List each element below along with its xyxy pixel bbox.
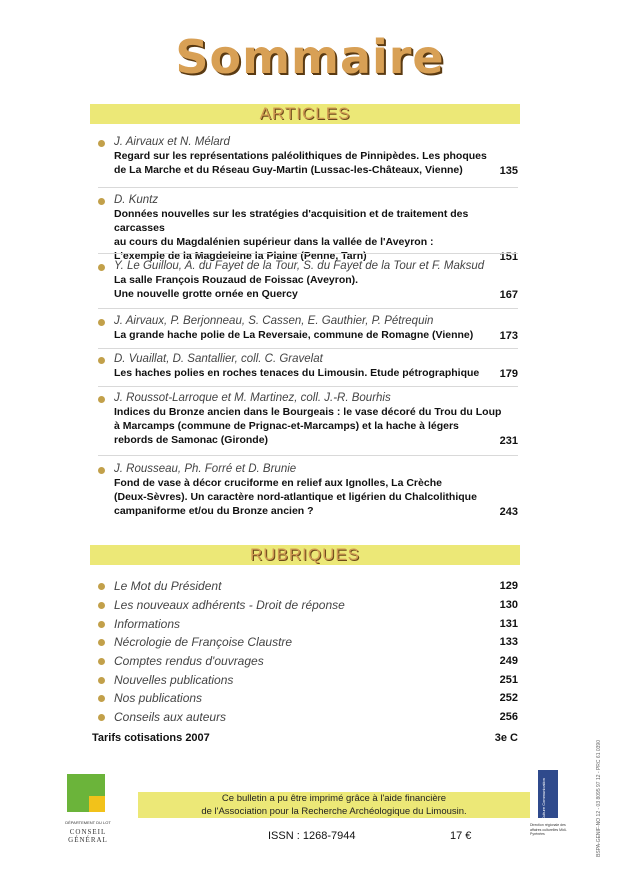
bullet-icon	[98, 140, 105, 147]
bullet-icon	[98, 639, 105, 646]
rubrique-page: 131	[499, 618, 518, 630]
rubrique-item	[98, 690, 518, 706]
bullet-icon	[98, 714, 105, 721]
bullet-icon	[98, 583, 105, 590]
rubrique-item	[98, 634, 518, 650]
rubrique-page: 129	[499, 580, 518, 592]
bullet-icon	[98, 677, 105, 684]
rubrique-item	[98, 653, 518, 669]
conseil-general-label	[60, 828, 116, 844]
article-page: 173	[499, 330, 518, 342]
article-page: 135	[499, 165, 518, 177]
article-entry	[98, 462, 518, 518]
article-authors: D. Vuaillat, D. Santallier, coll. C. Gravelat	[114, 353, 323, 365]
rubrique-item	[98, 616, 518, 632]
article-entry	[98, 135, 518, 177]
conseil-label: CONSEIL	[69, 828, 107, 836]
article-entry	[98, 314, 518, 342]
culture-logo-caption: Direction régionale des affaires culturelles Midi-Pyrénées	[530, 823, 567, 836]
bullet-icon	[98, 695, 105, 702]
rubrique-label: Comptes rendus d'ouvrages	[114, 654, 264, 668]
separator	[98, 455, 518, 456]
rubrique-page: 252	[499, 692, 518, 704]
separator	[98, 348, 518, 349]
bullet-icon	[98, 602, 105, 609]
article-authors: J. Roussot-Larroque et M. Martinez, coll. J.-R. Bourhis	[114, 392, 391, 404]
article-title: La salle François Rouzaud de Foissac (Aveyron). Une nouvelle grotte ornée en Quercy	[114, 274, 359, 300]
page-title: Sommaire	[175, 30, 445, 84]
general-label: GÉNÉRAL	[68, 836, 108, 844]
culture-logo-label: Culture Communication	[541, 778, 546, 820]
funding-line-1: Ce bulletin a pu être imprimé grâce à l'aide financière	[221, 793, 447, 804]
article-page: 243	[499, 506, 518, 518]
rubrique-label: Informations	[114, 617, 181, 631]
article-authors: D. Kuntz	[114, 194, 159, 206]
price: 17 €	[450, 830, 472, 842]
rubrique-item	[98, 578, 518, 594]
article-authors: J. Airvaux et N. Mélard	[114, 136, 230, 148]
article-title: Fond de vase à décor cruciforme en relief aux Ignolles, La Crèche (Deux-Sèvres). Un caractère nord-atlantique et ligérien du Chalcolithique campaniforme et/ou du Bronze ancien ?	[114, 477, 477, 517]
separator	[98, 187, 518, 188]
side-code: BSPA-GENIF-NO 12 - 03 8095 97 12 - PRC 61 0390	[596, 740, 602, 857]
bullet-icon	[98, 264, 105, 271]
rubriques-heading: RUBRIQUES	[90, 545, 520, 565]
issn: ISSN : 1268-7944	[268, 830, 356, 842]
article-title: Les haches polies en roches tenaces du Limousin. Etude pétrographique	[114, 367, 480, 379]
rubrique-page: 133	[499, 636, 518, 648]
rubrique-item	[98, 672, 518, 688]
bullet-icon	[98, 198, 105, 205]
article-page: 231	[499, 435, 518, 447]
rubrique-page: 130	[499, 599, 518, 611]
rubrique-label: Nos publications	[114, 691, 203, 705]
article-page: 179	[499, 368, 518, 380]
bullet-icon	[98, 396, 105, 403]
article-title: Indices du Bronze ancien dans le Bourgeais : le vase décoré du Trou du Loup à Marcamps (commune de Prignac-et-Marcamps) et la hache à légers rebords de Samonac (Gironde)	[114, 406, 502, 446]
article-entry	[98, 259, 518, 301]
lot-logo-icon	[67, 774, 105, 812]
article-entry	[98, 391, 518, 447]
tarifs-label: Tarifs cotisations 2007	[92, 732, 210, 744]
article-title: La grande hache polie de La Reversaie, commune de Romagne (Vienne)	[114, 329, 474, 341]
rubrique-label: Conseils aux auteurs	[114, 710, 227, 724]
rubrique-label: Le Mot du Président	[114, 579, 222, 593]
bullet-icon	[98, 658, 105, 665]
tarifs-row	[92, 730, 518, 746]
article-page: 167	[499, 289, 518, 301]
rubrique-item	[98, 597, 518, 613]
article-title: Regard sur les représentations paléolithiques de Pinnipèdes. Les phoques de La Marche et du Réseau Guy-Martin (Lussac-les-Châteaux, Vienne)	[114, 150, 487, 176]
funding-notice	[138, 792, 530, 818]
bullet-icon	[98, 319, 105, 326]
bullet-icon	[98, 467, 105, 474]
rubrique-label: Nouvelles publications	[114, 673, 234, 687]
separator	[98, 308, 518, 309]
article-authors: J. Airvaux, P. Berjonneau, S. Cassen, E. Gauthier, P. Pétrequin	[114, 315, 434, 327]
article-entry	[98, 352, 518, 380]
funding-line-2: de l'Association pour la Recherche Archéologique du Limousin.	[201, 806, 467, 817]
article-authors: J. Rousseau, Ph. Forré et D. Brunie	[114, 463, 297, 475]
separator	[98, 386, 518, 387]
separator	[98, 253, 518, 254]
bullet-icon	[98, 357, 105, 364]
tarifs-page: 3e C	[494, 732, 518, 744]
rubrique-item	[98, 709, 518, 725]
rubrique-page: 256	[499, 711, 518, 723]
rubrique-page: 251	[499, 674, 518, 686]
articles-heading: ARTICLES	[90, 104, 520, 124]
article-authors: Y. Le Guillou, A. du Fayet de la Tour, S. du Fayet de la Tour et F. Maksud	[114, 260, 485, 272]
lot-logo-caption: DÉPARTEMENT DU LOT	[65, 820, 111, 825]
article-page: 151	[499, 251, 518, 263]
rubrique-label: Les nouveaux adhérents - Droit de réponse	[114, 598, 345, 612]
rubrique-label: Nécrologie de Françoise Claustre	[114, 635, 293, 649]
bullet-icon	[98, 621, 105, 628]
article-title: Données nouvelles sur les stratégies d'acquisition et de traitement des carcasses au cours du Magdalénien supérieur dans la vallée de l'Aveyron : L'exemple de la Magdeleine la Plaine (Penne, Tarn)	[114, 208, 469, 262]
rubrique-page: 249	[499, 655, 518, 667]
